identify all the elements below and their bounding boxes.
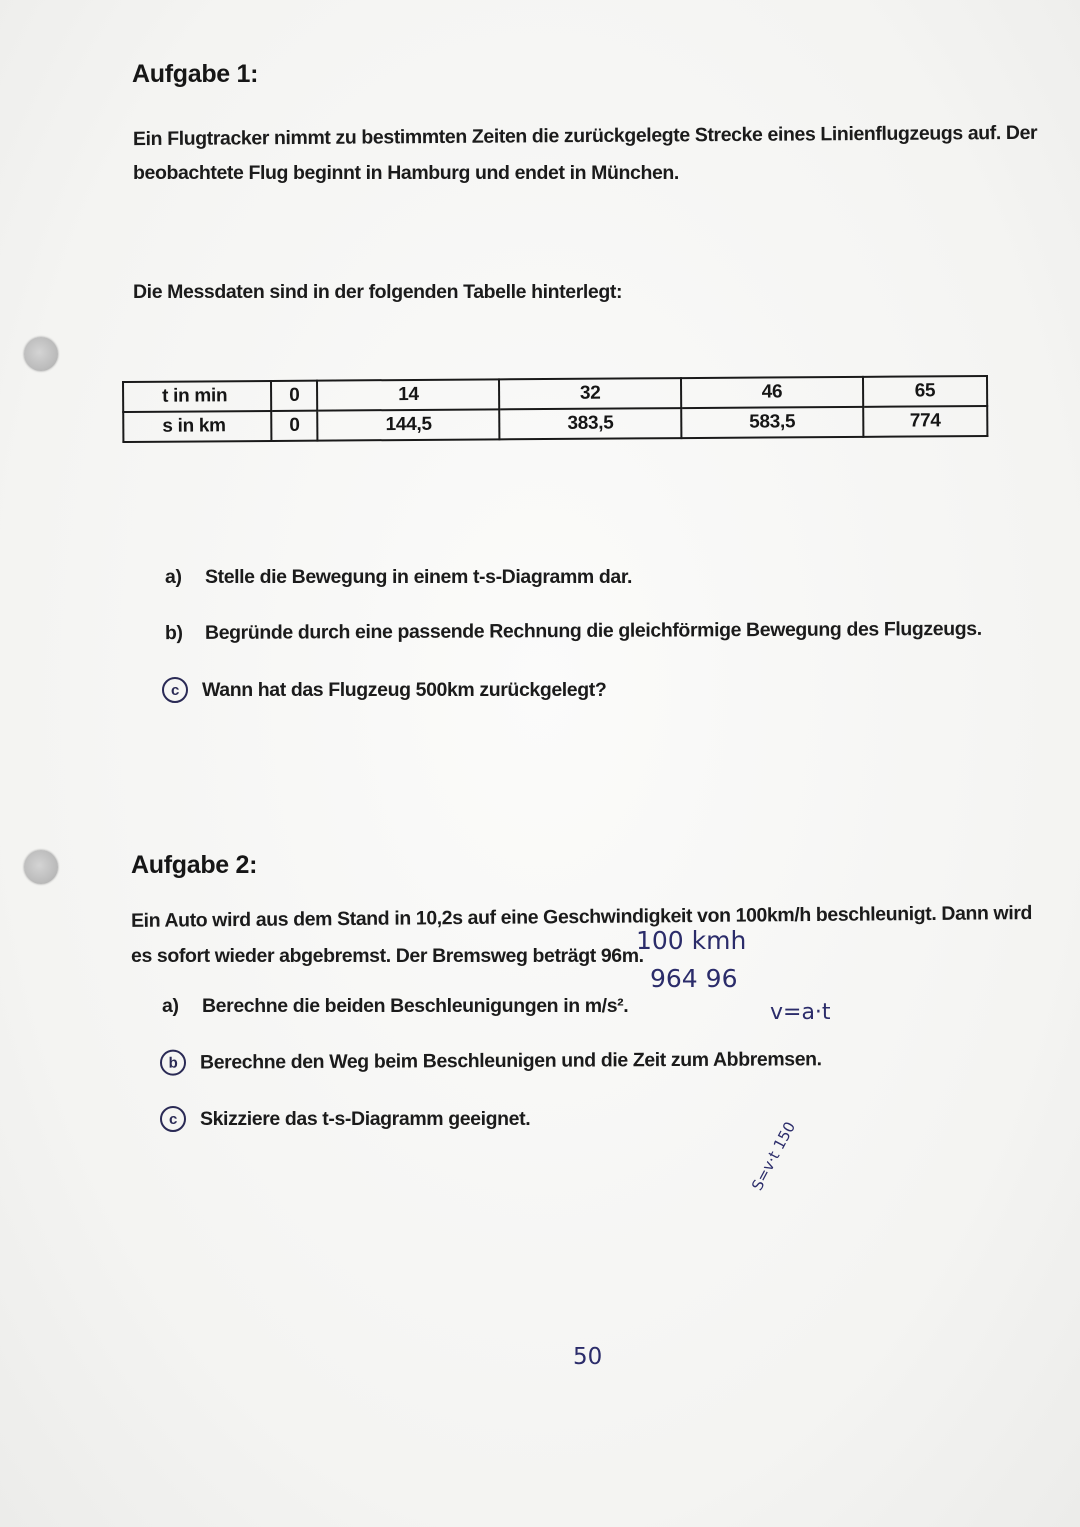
punch-hole-top [24, 337, 58, 371]
task1-item-c [162, 677, 606, 703]
table-cell: 0 [271, 411, 318, 441]
task2-item-c [160, 1106, 530, 1132]
task2-intro-line2: es sofort wieder abgebremst. Der Bremsweg beträgt 96m. [131, 945, 644, 967]
item-text: Stelle die Bewegung in einem t-s-Diagramm dar. [205, 566, 632, 588]
table-cell: 583,5 [681, 407, 863, 438]
table-row-distance [123, 406, 987, 442]
task2-item-b [160, 1046, 822, 1075]
task1-item-a [165, 566, 632, 589]
table-cell: 0 [271, 381, 318, 411]
task1-table-intro: Die Messdaten sind in der folgenden Tabelle hinterlegt: [133, 281, 623, 303]
task2-intro-line1: Ein Auto wird aus dem Stand in 10,2s auf eine Geschwindigkeit von 100km/h beschleunigt. Dann wird [130, 902, 1033, 932]
table-cell: t in min [123, 381, 271, 412]
handwritten-note-speed: 100 kmh [636, 926, 747, 955]
table-cell: 14 [317, 379, 499, 410]
item-text: Skizziere das t-s-Diagramm geeignet. [200, 1107, 531, 1130]
circled-marker: b [160, 1050, 186, 1076]
punch-hole-bottom [24, 850, 58, 884]
item-marker: b) [164, 622, 183, 645]
handwritten-formula-distance: S=v·t 150 [748, 1118, 800, 1194]
table-cell: 383,5 [499, 408, 681, 439]
table-cell: 32 [499, 378, 681, 409]
handwritten-note-distance: 964 96 [650, 964, 738, 993]
task1-intro-line1: Ein Flugtracker nimmt zu bestimmten Zeiten die zurückgelegte Strecke eines Linienflugzeugs auf. Der [132, 121, 1038, 151]
item-text: Begründe durch eine passende Rechnung die gleichförmige Bewegung des Flugzeugs. [204, 617, 982, 644]
task2-heading: Aufgabe 2: [131, 851, 258, 879]
table-cell: 144,5 [318, 409, 500, 440]
item-marker: a) [162, 995, 179, 1017]
task1-item-b [165, 618, 982, 645]
handwritten-formula-velocity: v=a·t [770, 1000, 831, 1025]
table-cell: 774 [863, 406, 987, 437]
task1-heading: Aufgabe 1: [132, 60, 259, 88]
table-cell: 46 [681, 377, 863, 408]
measurement-table [122, 375, 988, 443]
circled-marker: c [160, 1106, 186, 1132]
table-cell: 65 [863, 376, 987, 407]
circled-marker: c [162, 677, 188, 703]
item-text: Berechne die beiden Beschleunigungen in m/s². [202, 995, 629, 1017]
item-text: Berechne den Weg beim Beschleunigen und die Zeit zum Abbremsen. [199, 1047, 822, 1074]
item-text: Wann hat das Flugzeug 500km zurückgelegt? [202, 678, 607, 701]
task1-intro-line2: beobachtete Flug beginnt in Hamburg und endet in München. [133, 162, 679, 184]
task2-item-a [162, 995, 628, 1018]
item-marker: a) [165, 566, 182, 588]
table-cell: s in km [123, 411, 271, 442]
handwritten-page-mark: 50 [573, 1344, 603, 1370]
